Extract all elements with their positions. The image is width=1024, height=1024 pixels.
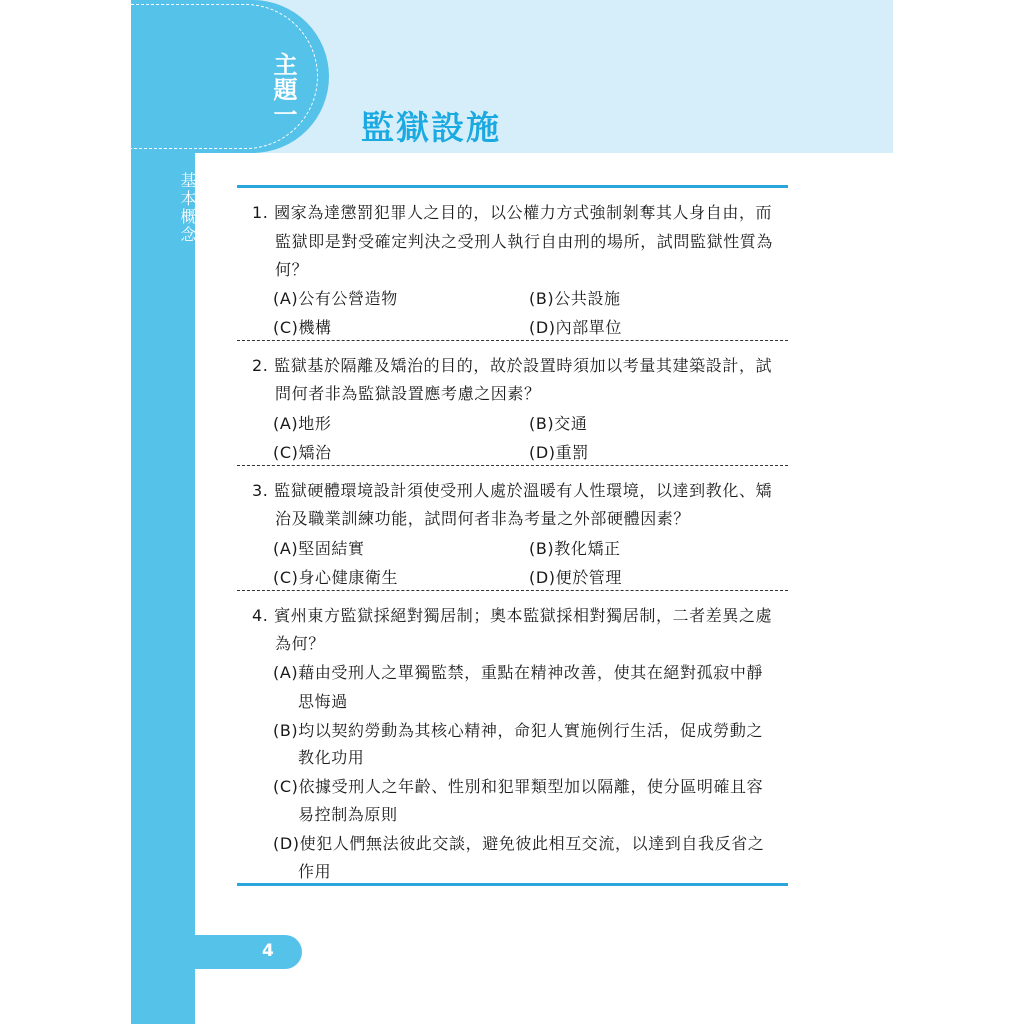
question-2-option-a: (A)地形: [273, 414, 332, 433]
question-3-line-1: 3. 監獄硬體環境設計須使受刑人處於溫暖有人性環境，以達到教化、矯: [252, 481, 773, 500]
side-bar: [131, 0, 195, 1024]
question-4-line-1: 4. 賓州東方監獄採絕對獨居制；奧本監獄採相對獨居制，二者差異之處: [252, 606, 773, 625]
question-2-option-d: (D)重罰: [529, 443, 589, 462]
question-3-option-b: (B)教化矯正: [529, 539, 621, 558]
question-1-line-3: 何？: [275, 260, 309, 279]
question-4-option-c-cont: 易控制為原則: [298, 805, 398, 824]
question-4-line-2: 為何？: [275, 634, 325, 653]
question-1-option-c: (C)機構: [273, 318, 332, 337]
question-1-line-2: 監獄即是對受確定判決之受刑人執行自由刑的場所，試問監獄性質為: [275, 232, 774, 251]
page-number-tab: [195, 935, 302, 969]
divider: [237, 590, 788, 591]
question-4-option-d: (D)使犯人們無法彼此交談，避免彼此相互交流，以達到自我反省之: [273, 834, 765, 853]
question-3-line-2: 治及職業訓練功能，試問何者非為考量之外部硬體因素？: [275, 509, 691, 528]
part-label: [176, 172, 241, 244]
question-3-option-a: (A)堅固結實: [273, 539, 365, 558]
question-2-line-1: 2. 監獄基於隔離及矯治的目的，故於設置時須加以考量其建築設計，試: [252, 356, 773, 375]
question-4-option-a: (A)藉由受刑人之單獨監禁，重點在精神改善，使其在絕對孤寂中靜: [273, 663, 764, 682]
question-1-option-a: (A)公有公營造物: [273, 289, 398, 308]
question-4-option-b: (B)均以契約勞動為其核心精神，命犯人實施例行生活，促成勞動之: [273, 721, 764, 740]
part-title: 基本概念: [178, 172, 197, 244]
question-4-option-b-cont: 教化功用: [298, 748, 365, 767]
question-2-option-c: (C)矯治: [273, 443, 332, 462]
divider: [237, 465, 788, 466]
question-2-option-b: (B)交通: [529, 414, 588, 433]
question-1-option-b: (B)公共設施: [529, 289, 621, 308]
top-rule: [237, 185, 788, 188]
question-3-option-c: (C)身心健康衛生: [273, 568, 399, 587]
page-title: 監獄設施: [361, 108, 501, 147]
question-1-line-1: 1. 國家為達懲罰犯罪人之目的，以公權力方式強制剝奪其人身自由，而: [252, 203, 773, 222]
divider: [237, 340, 788, 341]
question-1-option-d: (D)內部單位: [529, 318, 623, 337]
part-number: 第一篇: [220, 172, 239, 226]
question-4-option-c: (C)依據受刑人之年齡、性別和犯罪類型加以隔離，使分區明確且容: [273, 777, 764, 796]
question-3-option-d: (D)便於管理: [529, 568, 623, 587]
question-4-option-d-cont: 作用: [298, 862, 332, 881]
question-2-line-2: 問何者非為監獄設置應考慮之因素？: [275, 384, 541, 403]
question-4-option-a-cont: 思悔過: [298, 692, 348, 711]
topic-label: 主題一: [269, 52, 297, 127]
bottom-rule: [237, 883, 788, 886]
page-number: 4: [262, 941, 274, 961]
